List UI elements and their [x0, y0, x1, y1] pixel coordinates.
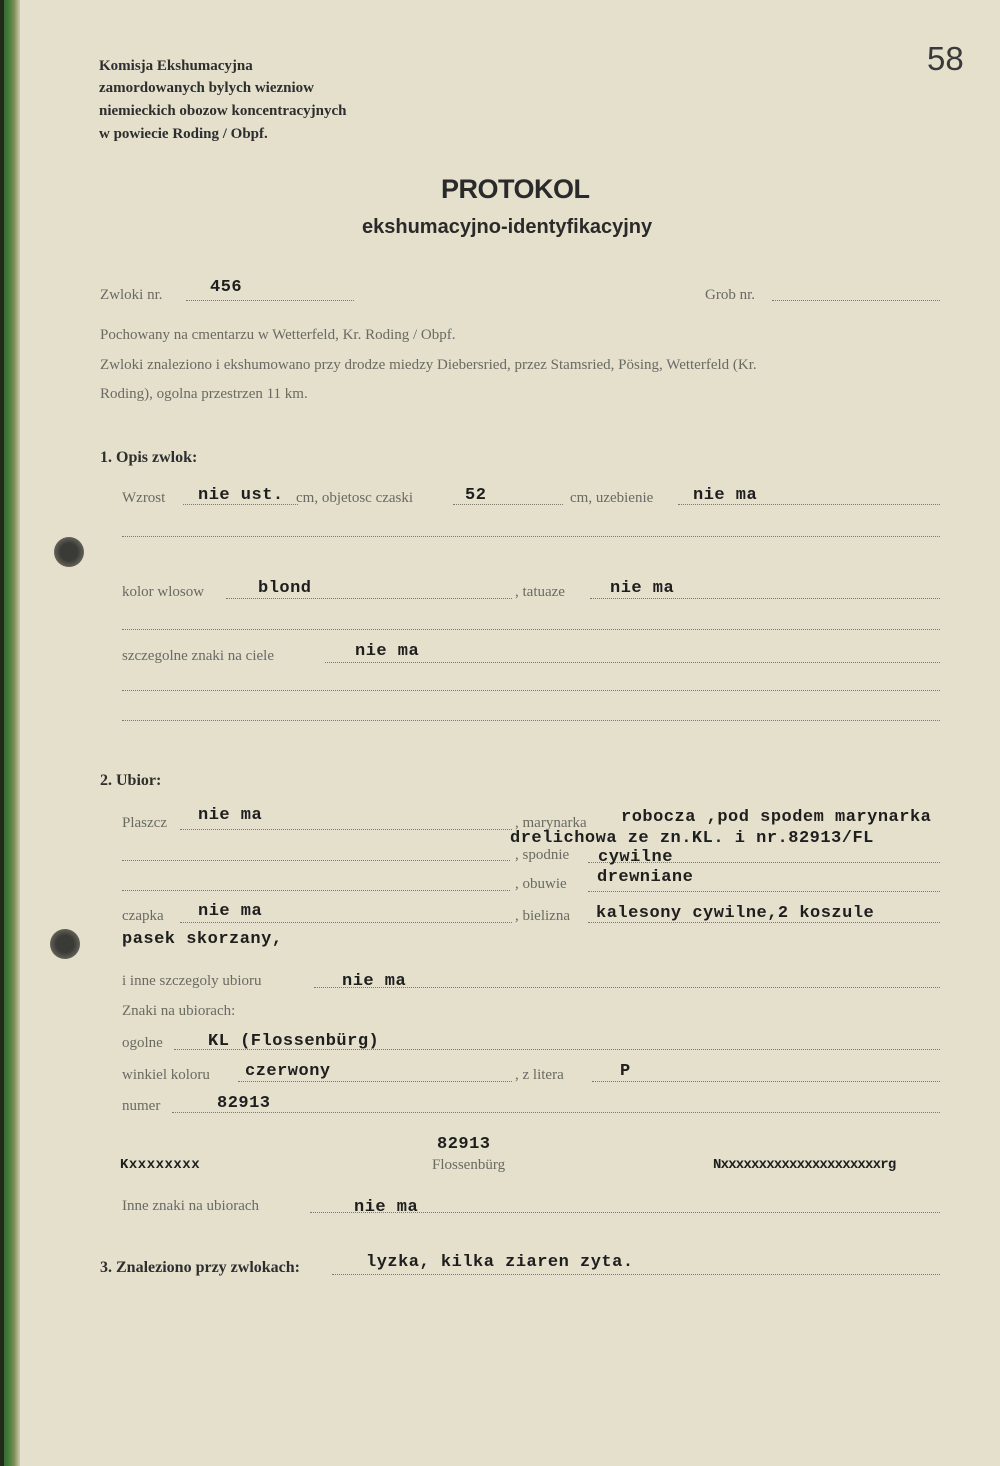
- grob-label: Grob nr.: [705, 287, 755, 303]
- plaszcz-value: nie ma: [198, 806, 263, 825]
- bielizna-label: , bielizna: [515, 908, 570, 924]
- cm-label-1: cm, objetosc czaski: [296, 490, 414, 506]
- inne-znaki-value: nie ma: [354, 1198, 419, 1217]
- spodnie-label: , spodnie: [515, 847, 570, 863]
- binding-edge: [0, 0, 4, 1466]
- inne-szczegoly-value: nie ma: [342, 972, 407, 991]
- stamp-place: Flossenbürg: [432, 1157, 506, 1173]
- kolor-value: blond: [258, 579, 312, 598]
- znaki-value: nie ma: [355, 642, 420, 661]
- czaszka-value: 52: [465, 486, 487, 505]
- document-title: PROTOKOL: [441, 174, 590, 204]
- org-line-2: zamordowanych bylych wiezniow: [99, 80, 314, 96]
- inne-znaki-label: Inne znaki na ubiorach: [122, 1198, 260, 1214]
- wzrost-value: nie ust.: [198, 486, 284, 505]
- section-2-heading: 2. Ubior:: [100, 772, 162, 789]
- marynarka-value-1: robocza ,pod spodem marynarka: [621, 808, 932, 827]
- znalezione-line-1: Zwloki znaleziono i ekshumowano przy drodze miedzy Diebersried, przez Stamsried, Pösing, Wetterfeld (Kr.: [100, 357, 757, 373]
- litera-label: , z litera: [515, 1067, 564, 1083]
- zwloki-value: 456: [210, 278, 243, 297]
- pasek-value: pasek skorzany,: [122, 930, 283, 949]
- winkiel-value: czerwony: [245, 1062, 331, 1081]
- spodnie-value: cywilne: [598, 848, 673, 867]
- pochowany-text: Pochowany na cmentarzu w Wetterfeld, Kr. Roding / Obpf.: [100, 327, 456, 343]
- ogolne-value: KL (Flossenbürg): [208, 1032, 380, 1051]
- section-1-heading: 1. Opis zwlok:: [100, 449, 198, 466]
- marynarka-label: , marynarka: [515, 815, 587, 831]
- zwloki-label: Zwloki nr.: [100, 287, 163, 303]
- inne-szczegoly-label: i inne szczegoly ubioru: [122, 973, 262, 989]
- org-line-1: Komisja Ekshumacyjna: [99, 58, 253, 74]
- winkiel-label: winkiel koloru: [122, 1067, 210, 1083]
- obuwie-value: drewniane: [597, 868, 694, 887]
- section-3-heading: 3. Znaleziono przy zwlokach:: [100, 1259, 300, 1276]
- punch-hole-top: [54, 537, 84, 567]
- znaki-label: szczegolne znaki na ciele: [122, 648, 274, 664]
- numer-value: 82913: [217, 1094, 271, 1113]
- tatuaze-value: nie ma: [610, 579, 675, 598]
- ogolne-label: ogolne: [122, 1035, 163, 1051]
- litera-value: P: [620, 1062, 631, 1081]
- document-subtitle: ekshumacyjno-identyfikacyjny: [362, 216, 653, 238]
- marynarka-value-2: drelichowa ze zn.KL. i nr.82913/FL: [510, 829, 874, 848]
- page-number: 58: [927, 40, 964, 77]
- org-line-3: niemieckich obozow koncentracyjnych: [99, 103, 347, 119]
- znaki-ubior-label: Znaki na ubiorach:: [122, 1003, 236, 1019]
- stamp-number: 82913: [437, 1135, 491, 1154]
- punch-hole-bottom: [50, 929, 80, 959]
- numer-label: numer: [122, 1098, 161, 1114]
- cm-label-2: cm, uzebienie: [570, 490, 654, 506]
- kolor-label: kolor wlosow: [122, 584, 205, 600]
- czapka-value: nie ma: [198, 902, 263, 921]
- obuwie-label: , obuwie: [515, 876, 567, 892]
- stamp-right-struck: Nxxxxxxxxxxxxxxxxxxxxxrg: [713, 1157, 896, 1173]
- tatuaze-label: , tatuaze: [515, 584, 565, 600]
- org-line-4: w powiecie Roding / Obpf.: [99, 126, 268, 142]
- stamp-left-struck: Kxxxxxxxx: [120, 1157, 201, 1173]
- plaszcz-label: Plaszcz: [122, 815, 167, 831]
- section-3-value: lyzka, kilka ziaren zyta.: [366, 1253, 634, 1272]
- bielizna-value: kalesony cywilne,2 koszule: [596, 904, 875, 923]
- znalezione-line-2: Roding), ogolna przestrzen 11 km.: [100, 386, 308, 402]
- czapka-label: czapka: [122, 908, 164, 924]
- wzrost-label: Wzrost: [122, 490, 166, 506]
- uzebienie-value: nie ma: [693, 486, 758, 505]
